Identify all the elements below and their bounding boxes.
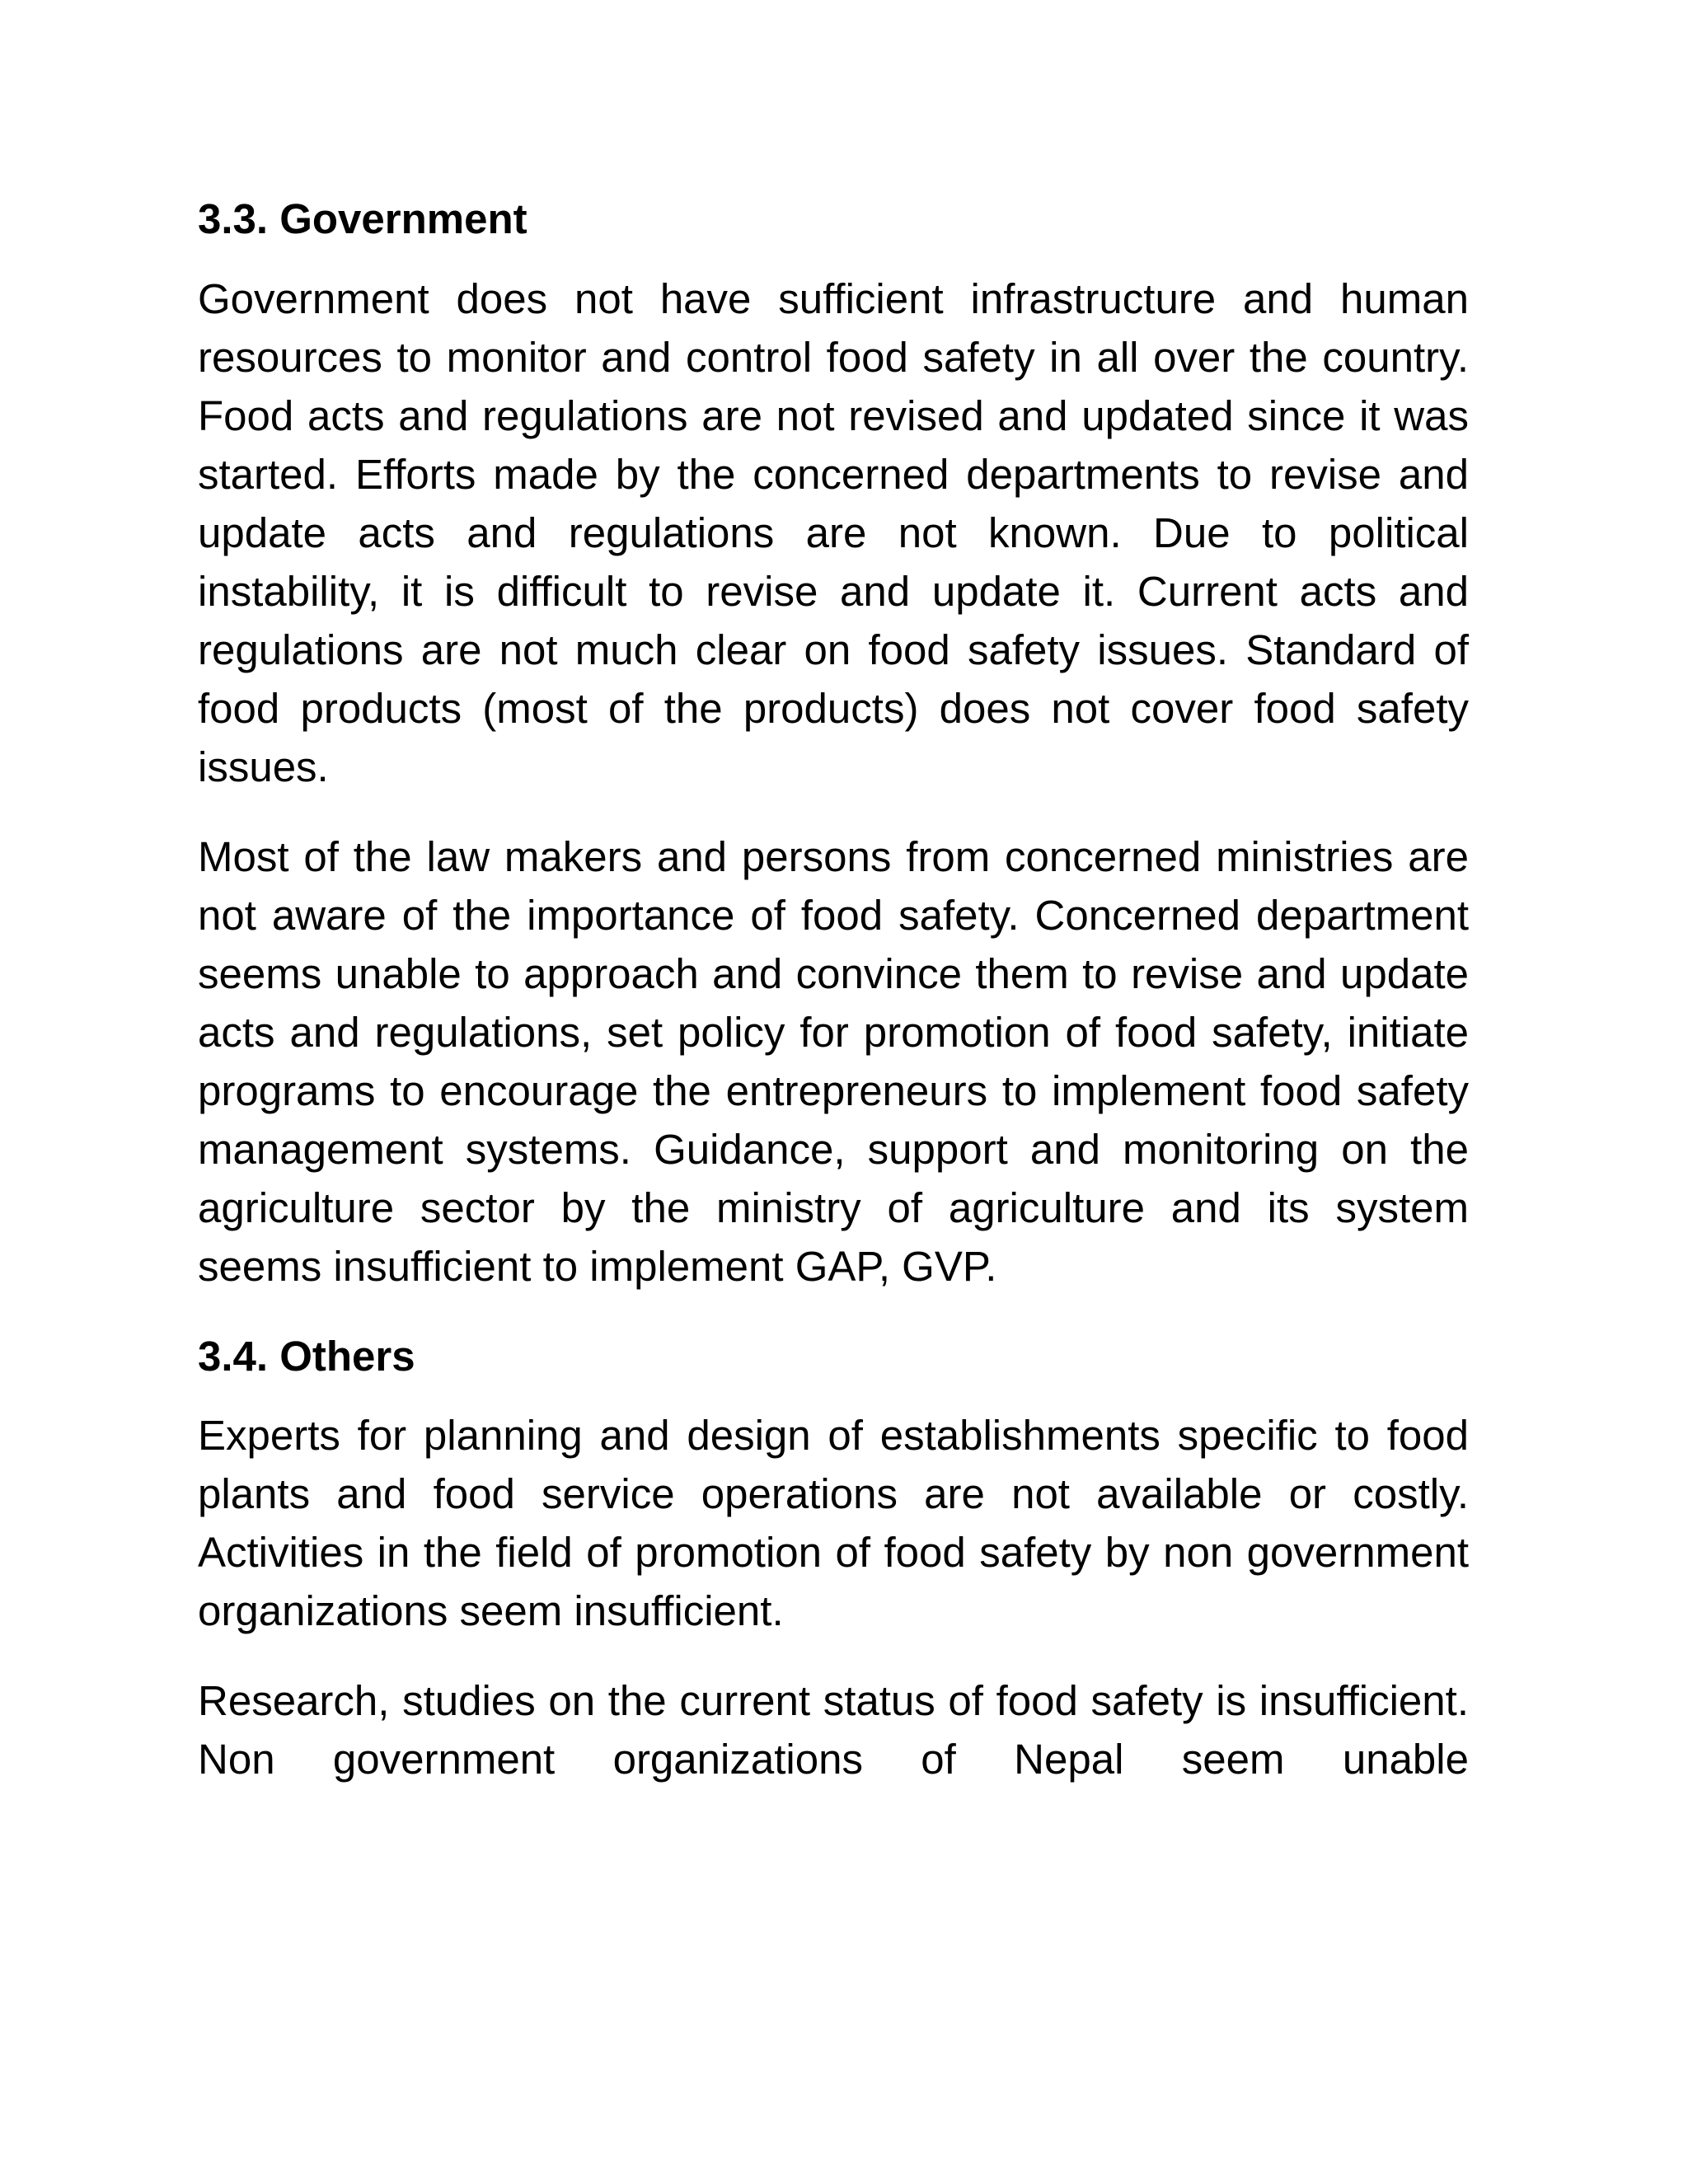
- section-heading-government: 3.3. Government: [198, 195, 528, 242]
- document-page: [198, 188, 1469, 1788]
- others-paragraph-2: Research, studies on the current status of food safety is insufficient. Non government organizations of Nepal seem unable: [198, 1677, 1469, 1783]
- others-paragraph-1: Experts for planning and design of establishments specific to food plants and food service operations are not available or costly. Activities in the field of promotion of food safety by non government organizations seem insufficient.: [198, 1412, 1469, 1634]
- section-heading-others: 3.4. Others: [198, 1332, 415, 1380]
- government-paragraph-2: Most of the law makers and persons from concerned ministries are not aware of the importance of food safety. Concerned department seems unable to approach and convince them to revise and update acts and regulations, set policy for promotion of food safety, initiate programs to encourage the entrepreneurs to implement food safety management systems. Guidance, support and monitoring on the agriculture sector by the ministry of agriculture and its system seems insufficient to implement GAP, GVP.: [198, 832, 1469, 1290]
- government-paragraph-1: Government does not have sufficient infrastructure and human resources to monitor and control food safety in all over the country. Food acts and regulations are not revised and updated since it was started. Efforts made by the concerned departments to revise and update acts and regulations are not known. Due to political instability, it is difficult to revise and update it. Current acts and regulations are not much clear on food safety issues. Standard of food products (most of the products) does not cover food safety issues.: [198, 274, 1469, 790]
